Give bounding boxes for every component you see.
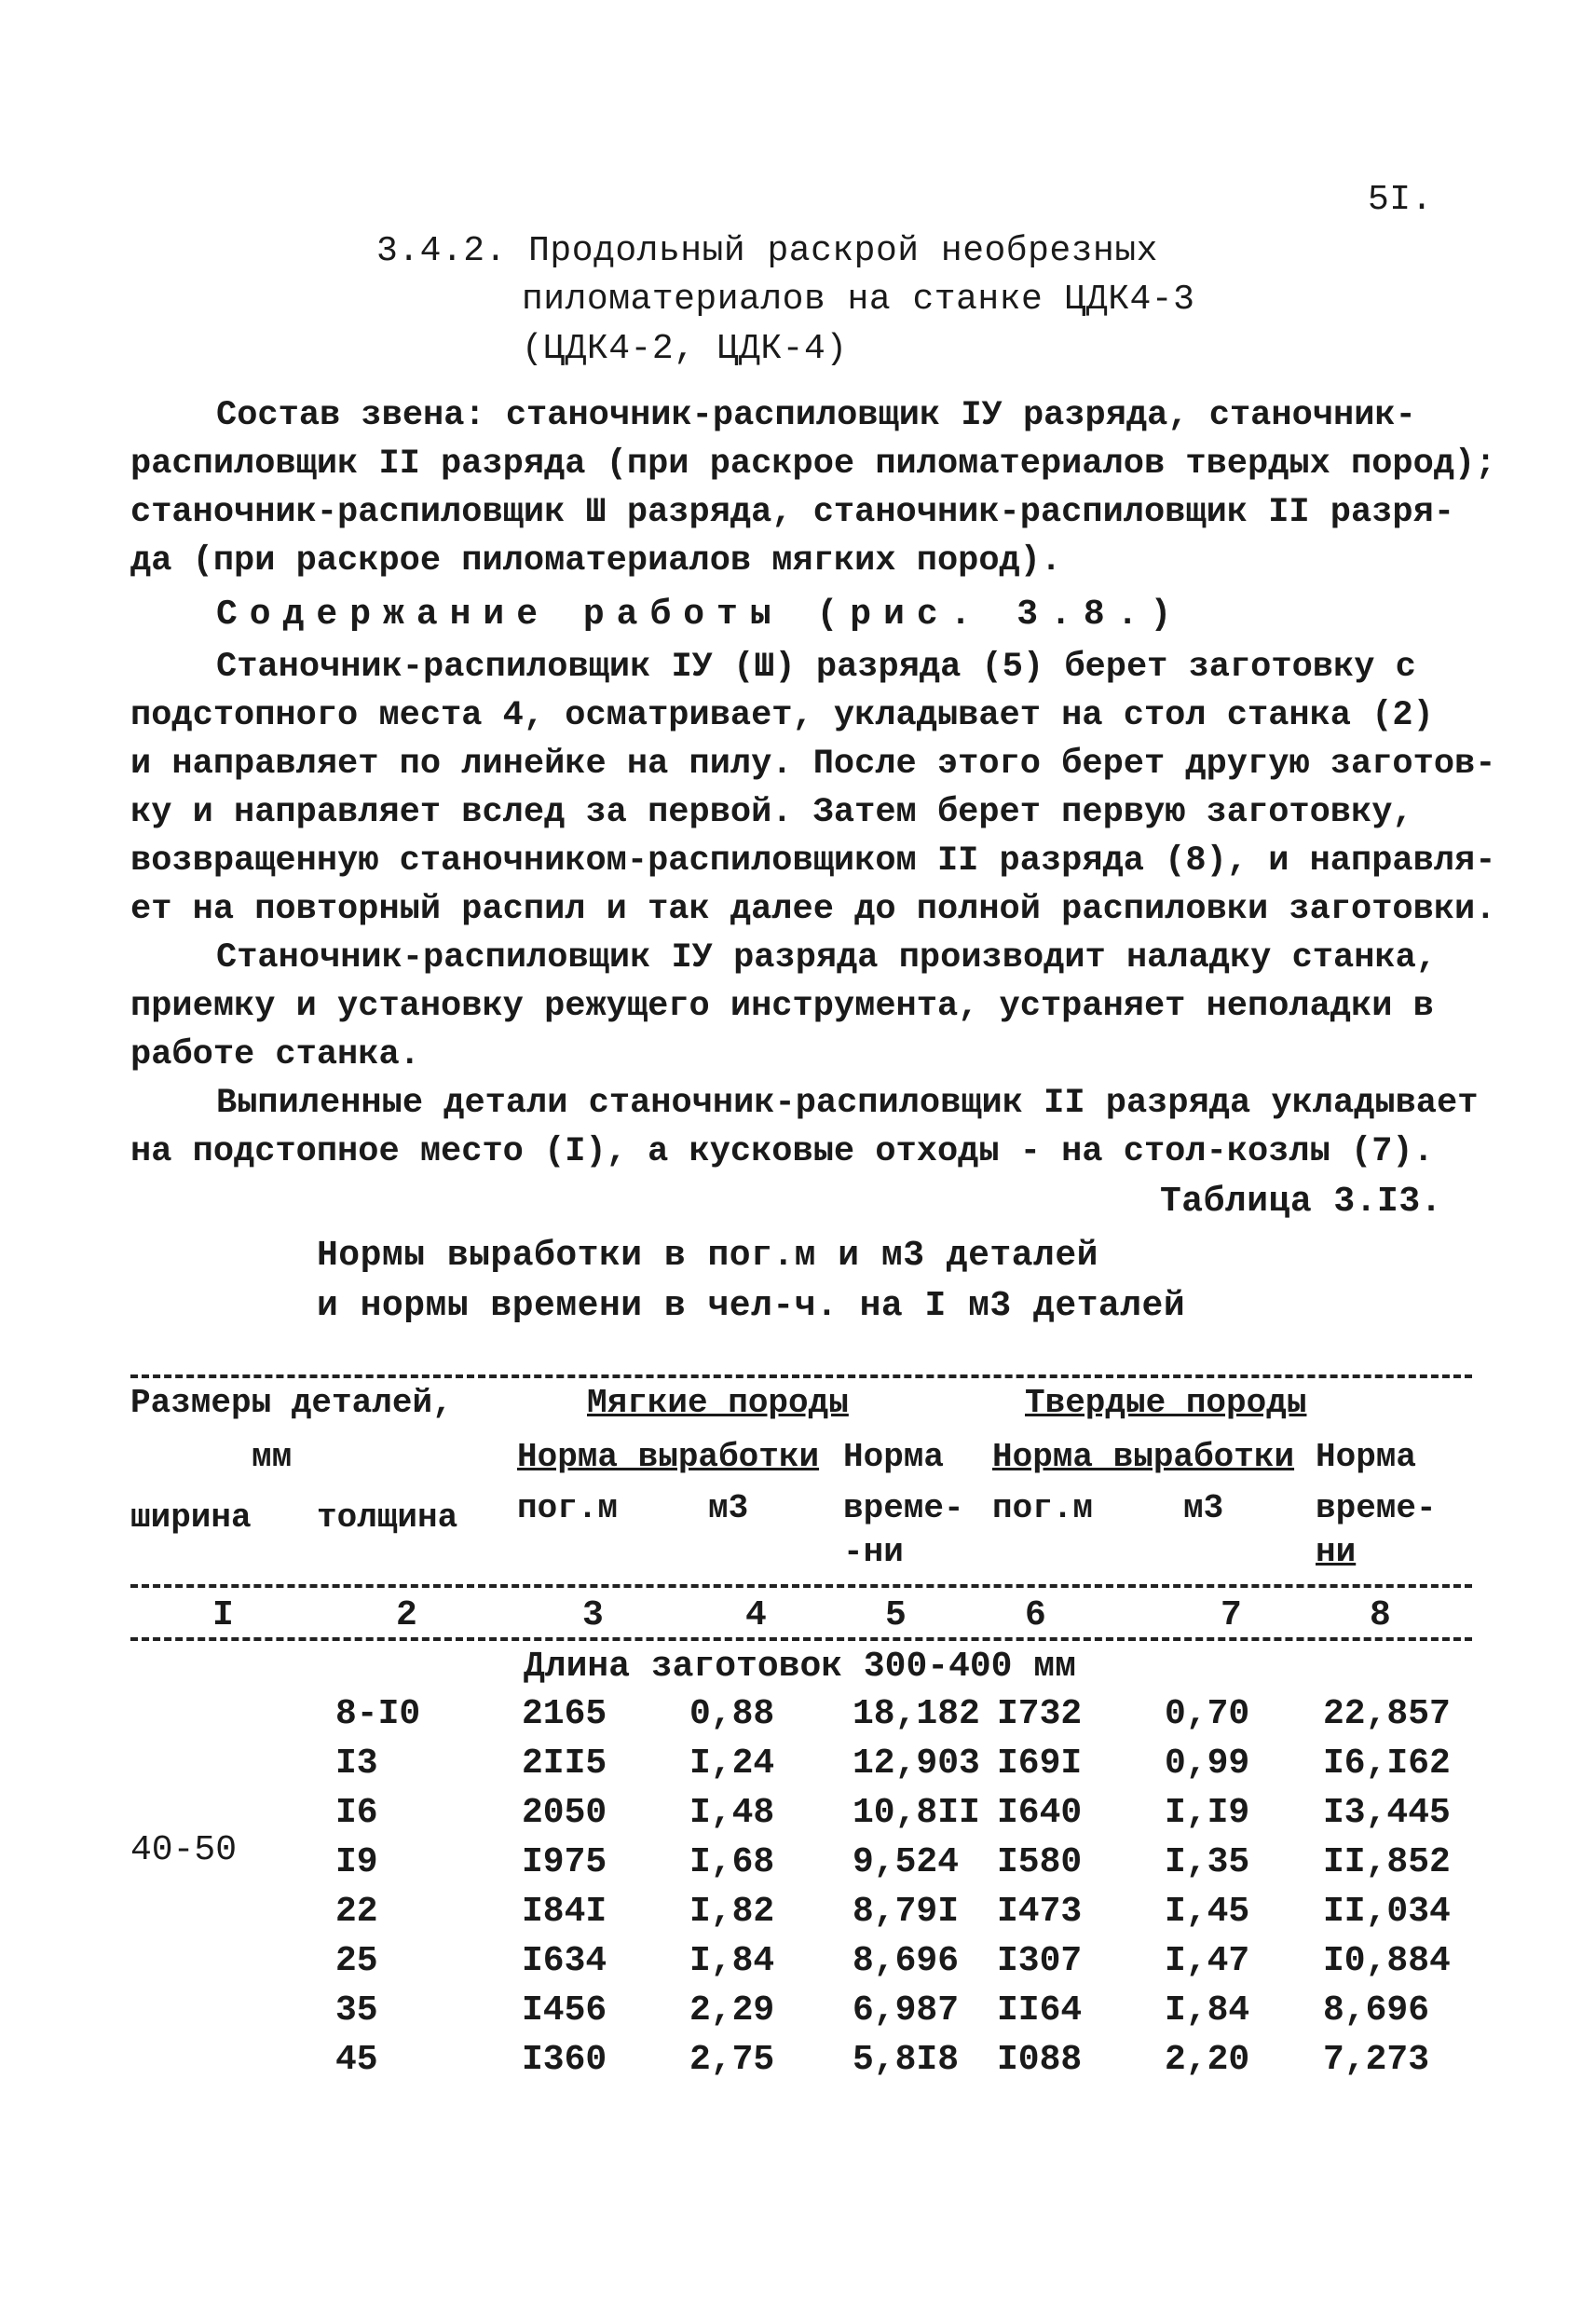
table-cell: 45 bbox=[335, 2040, 378, 2080]
work-line: работе станка. bbox=[130, 1035, 420, 1074]
table-cell: 0,70 bbox=[1165, 1694, 1250, 1734]
table-cell: I,45 bbox=[1165, 1892, 1250, 1932]
work-line: ку и направляет вслед за первой. Затем берет первую заготовку, bbox=[130, 793, 1413, 832]
table-cell: 18,182 bbox=[853, 1694, 980, 1734]
table-cell: I3 bbox=[335, 1744, 378, 1784]
header-m3-soft: м3 bbox=[708, 1489, 749, 1527]
work-line: возвращенную станочником-распиловщиком II разряда (8), и направля- bbox=[130, 841, 1496, 881]
work-line: приемку и установку режущего инструмента, устраняет неполадки в bbox=[130, 987, 1434, 1026]
work-line: подстопного места 4, осматривает, укладывает на стол станка (2) bbox=[130, 696, 1434, 735]
header-m3-hard: м3 bbox=[1183, 1489, 1224, 1527]
section-heading-line1: 3.4.2. Продольный раскрой необрезных bbox=[376, 231, 1158, 271]
header-norm-output-hard: Норма выработки bbox=[992, 1438, 1295, 1476]
work-line: Станочник-распиловщик IУ разряда производит наладку станка, bbox=[216, 938, 1438, 978]
table-cell: I3,445 bbox=[1323, 1793, 1451, 1833]
col-number: I bbox=[212, 1595, 234, 1635]
table-cell: I,84 bbox=[1165, 1990, 1250, 2031]
table-cell: I580 bbox=[997, 1842, 1083, 1882]
table-cell: I,68 bbox=[689, 1842, 775, 1882]
table-cell: I,48 bbox=[689, 1793, 775, 1833]
group-title: Длина заготовок 300-400 мм bbox=[524, 1647, 1076, 1687]
col-number: 3 bbox=[582, 1595, 604, 1635]
table-cell: 6,987 bbox=[853, 1990, 960, 2031]
table-cell: 8,696 bbox=[853, 1941, 960, 1981]
table-cell: I,82 bbox=[689, 1892, 775, 1932]
table-cell: 2,75 bbox=[689, 2040, 775, 2080]
table-cell: I088 bbox=[997, 2040, 1083, 2080]
crew-line: да (при раскрое пиломатериалов мягких пород). bbox=[130, 541, 1062, 581]
work-description bbox=[130, 643, 1496, 1176]
table-cell: II64 bbox=[997, 1990, 1083, 2031]
work-line: на подстопное место (I), а кусковые отходы - на стол-козлы (7). bbox=[130, 1132, 1434, 1171]
header-sizes: Размеры деталей, bbox=[130, 1384, 453, 1422]
table-cell: I307 bbox=[997, 1941, 1083, 1981]
table-cell: I975 bbox=[522, 1842, 607, 1882]
col-number: 6 bbox=[1025, 1595, 1046, 1635]
table-cell: I473 bbox=[997, 1892, 1083, 1932]
table-cell: 9,524 bbox=[853, 1842, 960, 1882]
table-cell: I,I9 bbox=[1165, 1793, 1250, 1833]
col-number: 4 bbox=[745, 1595, 767, 1635]
table-cell: I6,I62 bbox=[1323, 1744, 1451, 1784]
table-cell: 2II5 bbox=[522, 1744, 607, 1784]
table-cell: I732 bbox=[997, 1694, 1083, 1734]
table-cell: 25 bbox=[335, 1941, 378, 1981]
header-time-unit-hard: време- bbox=[1316, 1489, 1437, 1527]
table-cell: 8-I0 bbox=[335, 1694, 421, 1734]
header-width: ширина bbox=[130, 1498, 252, 1537]
table-cell: 5,8I8 bbox=[853, 2040, 960, 2080]
crew-line: распиловщик II разряда (при раскрое пиломатериалов твердых пород); bbox=[130, 444, 1496, 484]
col-number: 8 bbox=[1370, 1595, 1391, 1635]
table-cell: I,47 bbox=[1165, 1941, 1250, 1981]
work-line: Выпиленные детали станочник-распиловщик II разряда укладывает bbox=[216, 1084, 1479, 1123]
table-cell: 22,857 bbox=[1323, 1694, 1451, 1734]
header-hard-woods: Твердые породы bbox=[1025, 1384, 1307, 1422]
table-cell: II,034 bbox=[1323, 1892, 1451, 1932]
crew-line: станочник-распиловщик Ш разряда, станочник-распиловщик II разря- bbox=[130, 493, 1455, 532]
table-cell: I69I bbox=[997, 1744, 1083, 1784]
header-mm: мм bbox=[252, 1438, 293, 1476]
table-cell: 10,8II bbox=[853, 1793, 980, 1833]
table-cell: II,852 bbox=[1323, 1842, 1451, 1882]
table-top-rule bbox=[130, 1374, 1472, 1378]
table-cell: 2,29 bbox=[689, 1990, 775, 2031]
table-cell: 2050 bbox=[522, 1793, 607, 1833]
work-line: и направляет по линейке на пилу. После этого берет другую заготов- bbox=[130, 745, 1496, 784]
col-number: 5 bbox=[885, 1595, 907, 1635]
header-mid-rule bbox=[130, 1584, 1472, 1588]
work-line: Станочник-распиловщик IУ (Ш) разряда (5) берет заготовку с bbox=[216, 648, 1416, 687]
header-time-suffix-soft: -ни bbox=[843, 1533, 904, 1571]
table-cell: 8,79I bbox=[853, 1892, 960, 1932]
header-thickness: толщина bbox=[317, 1498, 458, 1537]
table-label: Таблица 3.I3. bbox=[1160, 1182, 1442, 1222]
header-pogm-soft: пог.м bbox=[517, 1489, 619, 1527]
table-cell: I360 bbox=[522, 2040, 607, 2080]
table-cell: 2165 bbox=[522, 1694, 607, 1734]
header-norm-output-soft: Норма выработки bbox=[517, 1438, 820, 1476]
col-number: 7 bbox=[1221, 1595, 1242, 1635]
table-cell: 22 bbox=[335, 1892, 378, 1932]
header-time-unit-soft: време- bbox=[843, 1489, 964, 1527]
table-cell: 2,20 bbox=[1165, 2040, 1250, 2080]
table-cell: I634 bbox=[522, 1941, 607, 1981]
header-pogm-hard: пог.м bbox=[992, 1489, 1094, 1527]
work-line: ет на повторный распил и так далее до полной распиловки заготовки. bbox=[130, 890, 1496, 929]
table-cell: 35 bbox=[335, 1990, 378, 2031]
table-caption-line1: Нормы выработки в пог.м и м3 деталей bbox=[317, 1236, 1098, 1276]
table-cell: I,24 bbox=[689, 1744, 775, 1784]
header-norm-time-hard: Норма bbox=[1316, 1438, 1417, 1476]
section-heading-line3: (ЦДК4-2, ЦДК-4) bbox=[522, 329, 848, 369]
width-value: 40-50 bbox=[130, 1830, 238, 1870]
table-cell: 8,696 bbox=[1323, 1990, 1430, 2031]
header-time-suffix-hard: ни bbox=[1316, 1533, 1357, 1571]
header-soft-woods: Мягкие породы bbox=[587, 1384, 849, 1422]
table-caption-line2: и нормы времени в чел-ч. на I м3 деталей bbox=[317, 1286, 1186, 1326]
content-heading: Содержание работы (рис. 3.8.) bbox=[216, 595, 1184, 635]
col-number: 2 bbox=[396, 1595, 417, 1635]
table-cell: I9 bbox=[335, 1842, 378, 1882]
section-heading-line2: пиломатериалов на станке ЦДК4-3 bbox=[522, 280, 1195, 320]
page-number: 5I. bbox=[1368, 180, 1433, 220]
crew-line: Состав звена: станочник-распиловщик IУ разряда, станочник- bbox=[216, 396, 1416, 435]
crew-composition bbox=[130, 391, 1496, 585]
table-cell: 7,273 bbox=[1323, 2040, 1430, 2080]
header-norm-time-soft: Норма bbox=[843, 1438, 945, 1476]
table-cell: I456 bbox=[522, 1990, 607, 2031]
table-cell: I6 bbox=[335, 1793, 378, 1833]
table-cell: 12,903 bbox=[853, 1744, 980, 1784]
table-cell: I,35 bbox=[1165, 1842, 1250, 1882]
table-cell: I640 bbox=[997, 1793, 1083, 1833]
table-cell: I,84 bbox=[689, 1941, 775, 1981]
table-cell: I0,884 bbox=[1323, 1941, 1451, 1981]
table-cell: I84I bbox=[522, 1892, 607, 1932]
header-bottom-rule bbox=[130, 1637, 1472, 1641]
table-cell: 0,88 bbox=[689, 1694, 775, 1734]
table-cell: 0,99 bbox=[1165, 1744, 1250, 1784]
